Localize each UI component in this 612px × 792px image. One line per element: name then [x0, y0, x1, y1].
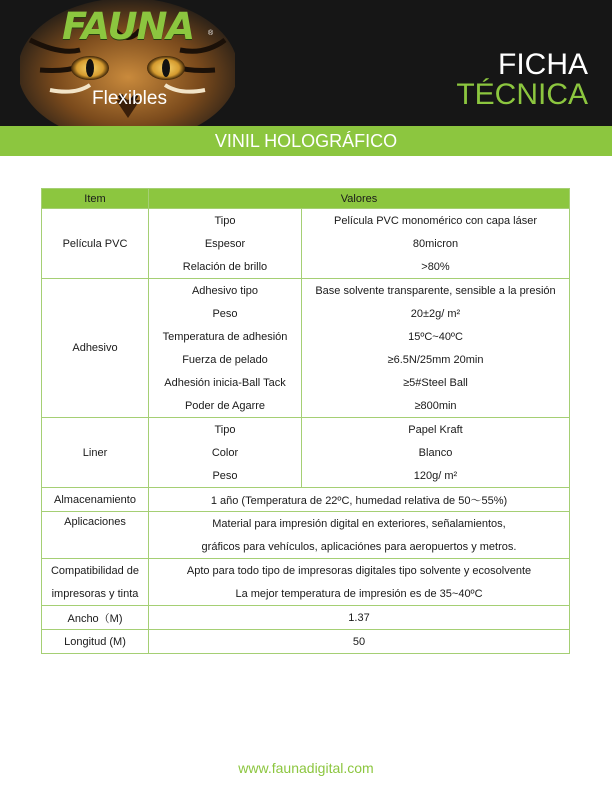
table-header-row — [42, 189, 570, 209]
item-aplicaciones: Aplicaciones — [42, 512, 149, 559]
sub-value: Blanco — [302, 441, 570, 464]
sub-label: Tipo — [149, 418, 302, 442]
sub-value: Película PVC monomérico con capa láser — [302, 209, 570, 233]
sub-label: Color — [149, 441, 302, 464]
sub-label: Adhesivo tipo — [149, 279, 302, 303]
sub-value: Papel Kraft — [302, 418, 570, 442]
item-compatibilidad-line2: impresoras y tinta — [42, 582, 149, 606]
item-ancho: Ancho（M) — [42, 606, 149, 630]
almacenamiento-value: 1 año (Temperatura de 22ºC, humedad relativa de 50～55%) — [149, 488, 570, 512]
sub-label: Tipo — [149, 209, 302, 233]
sub-value: ≥6.5N/25mm 20min — [302, 348, 570, 371]
sub-label: Relación de brillo — [149, 255, 302, 279]
brand-subtitle: Flexibles — [92, 88, 167, 109]
sub-value: 15ºC~40ºC — [302, 325, 570, 348]
doc-title-line2: TÉCNICA — [456, 78, 588, 111]
header-banner — [0, 0, 612, 126]
table-row — [42, 559, 570, 583]
header-item: Item — [42, 189, 149, 209]
doc-title-line1: FICHA — [498, 48, 588, 81]
product-title: VINIL HOLOGRÁFICO — [214, 131, 398, 151]
aplicaciones-line2: gráficos para vehículos, aplicaciónes para aeropuertos y metros. — [149, 535, 570, 559]
spec-table — [41, 188, 570, 654]
sub-value: Base solvente transparente, sensible a la presión — [302, 279, 570, 303]
sub-label: Adhesión inicia-Ball Tack — [149, 371, 302, 394]
table-row — [42, 279, 570, 303]
table-row — [42, 630, 570, 654]
compatibilidad-line1: Apto para todo tipo de impresoras digitales tipo solvente y ecosolvente — [149, 559, 570, 583]
table-row — [42, 606, 570, 630]
sub-label: Poder de Agarre — [149, 394, 302, 418]
item-compatibilidad-line1: Compatibilidad de — [42, 559, 149, 583]
registered-mark: ® — [208, 30, 214, 37]
table-row — [42, 582, 570, 606]
sub-label: Temperatura de adhesión — [149, 325, 302, 348]
sub-value: >80% — [302, 255, 570, 279]
sub-label: Fuerza de pelado — [149, 348, 302, 371]
sub-value: 80micron — [302, 232, 570, 255]
longitud-value: 50 — [149, 630, 570, 654]
item-almacenamiento: Almacenamiento — [42, 488, 149, 512]
item-adhesivo: Adhesivo — [42, 279, 149, 418]
sub-value: ≥5#Steel Ball — [302, 371, 570, 394]
header-valores: Valores — [149, 189, 570, 209]
table-row — [42, 488, 570, 512]
website-link[interactable]: www.faunadigital.com — [238, 760, 374, 776]
aplicaciones-line1: Material para impresión digital en exteriores, señalamientos, — [149, 512, 570, 536]
table-row — [42, 512, 570, 536]
sub-value: 20±2g/ m² — [302, 302, 570, 325]
item-liner: Liner — [42, 418, 149, 488]
sub-label: Peso — [149, 302, 302, 325]
sub-label: Espesor — [149, 232, 302, 255]
sub-value: 120g/ m² — [302, 464, 570, 488]
fauna-logo: FAUNA — [62, 5, 195, 48]
ancho-value: 1.37 — [149, 606, 570, 630]
item-pvc: Película PVC — [42, 209, 149, 279]
sub-label: Peso — [149, 464, 302, 488]
item-longitud: Longitud (M) — [42, 630, 149, 654]
table-row — [42, 209, 570, 233]
compatibilidad-line2: La mejor temperatura de impresión es de 35~40ºC — [149, 582, 570, 606]
table-row — [42, 418, 570, 442]
sub-value: ≥800min — [302, 394, 570, 418]
